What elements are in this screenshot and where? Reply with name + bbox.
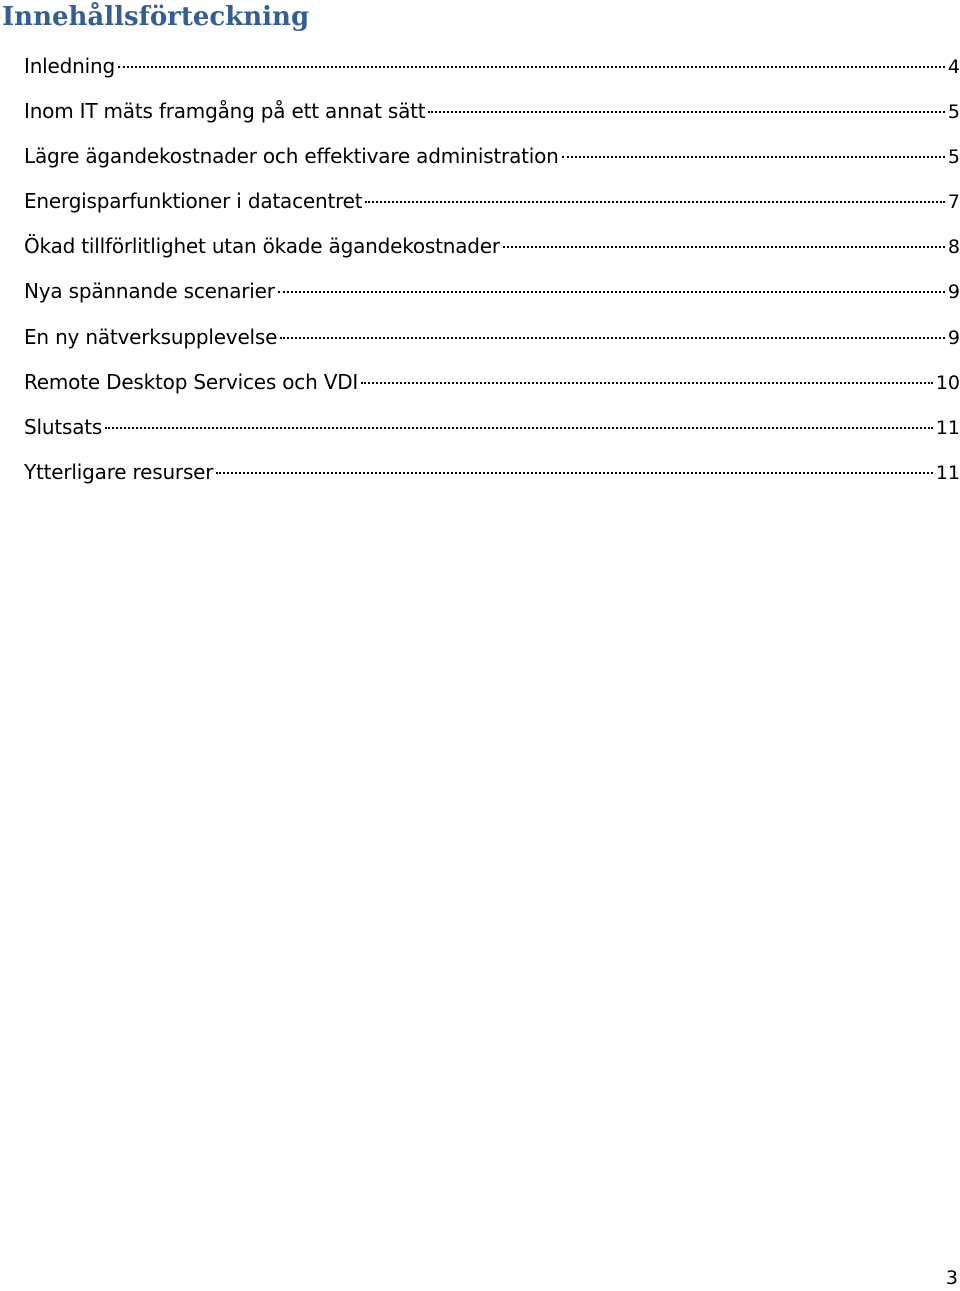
toc-dot-leader	[118, 66, 945, 68]
toc-entry-page: 5	[947, 146, 960, 169]
toc-entry-label: Energisparfunktioner i datacentret	[24, 189, 363, 214]
toc-dot-leader	[361, 382, 933, 384]
toc-entry-inom-it[interactable]	[24, 95, 960, 140]
toc-dot-leader	[562, 156, 945, 158]
toc-entry-page: 4	[947, 56, 960, 78]
toc-list	[24, 50, 960, 501]
toc-entry-label: Lägre ägandekostnader och effektivare administration	[24, 144, 559, 169]
toc-entry-label: Inom IT mäts framgång på ett annat sätt	[24, 99, 426, 124]
toc-dot-leader	[280, 337, 945, 339]
toc-entry-page: 9	[947, 326, 960, 349]
toc-entry-inledning[interactable]	[24, 50, 960, 95]
page-number: 3	[945, 1267, 958, 1289]
toc-entry-label: Ökad tillförlitlighet utan ökade ägandekostnader	[24, 234, 500, 259]
toc-entry-label: Remote Desktop Services och VDI	[24, 369, 359, 394]
toc-dot-leader	[365, 201, 944, 203]
toc-title: Innehållsförteckning	[2, 2, 310, 32]
toc-dot-leader	[503, 246, 945, 248]
toc-entry-label: Ytterligare resurser	[24, 459, 214, 484]
toc-dot-leader	[428, 111, 944, 113]
toc-entry-remote-desktop[interactable]	[24, 366, 960, 411]
toc-entry-page: 11	[935, 461, 960, 484]
toc-entry-ytterligare-resurser[interactable]	[24, 456, 960, 501]
toc-entry-slutsats[interactable]	[24, 411, 960, 456]
toc-dot-leader	[105, 427, 933, 429]
toc-entry-nya-scenarier[interactable]	[24, 275, 960, 320]
toc-entry-energisparfunktioner[interactable]	[24, 185, 960, 230]
toc-entry-natverksupplevelse[interactable]	[24, 321, 960, 366]
toc-entry-page: 9	[947, 281, 960, 304]
toc-dot-leader	[216, 472, 933, 474]
toc-entry-lagre-agandekostnader[interactable]	[24, 140, 960, 185]
toc-entry-label: Nya spännande scenarier	[24, 279, 275, 304]
toc-entry-label: Slutsats	[24, 414, 103, 439]
toc-entry-page: 5	[947, 101, 960, 124]
toc-entry-label: Inledning	[24, 54, 115, 78]
toc-entry-page: 10	[935, 371, 960, 394]
toc-entry-page: 7	[947, 191, 960, 214]
toc-dot-leader	[278, 291, 945, 293]
toc-entry-page: 8	[947, 236, 960, 259]
toc-entry-page: 11	[935, 416, 960, 439]
toc-entry-label: En ny nätverksupplevelse	[24, 324, 278, 349]
toc-entry-okad-tillforlitlighet[interactable]	[24, 230, 960, 275]
